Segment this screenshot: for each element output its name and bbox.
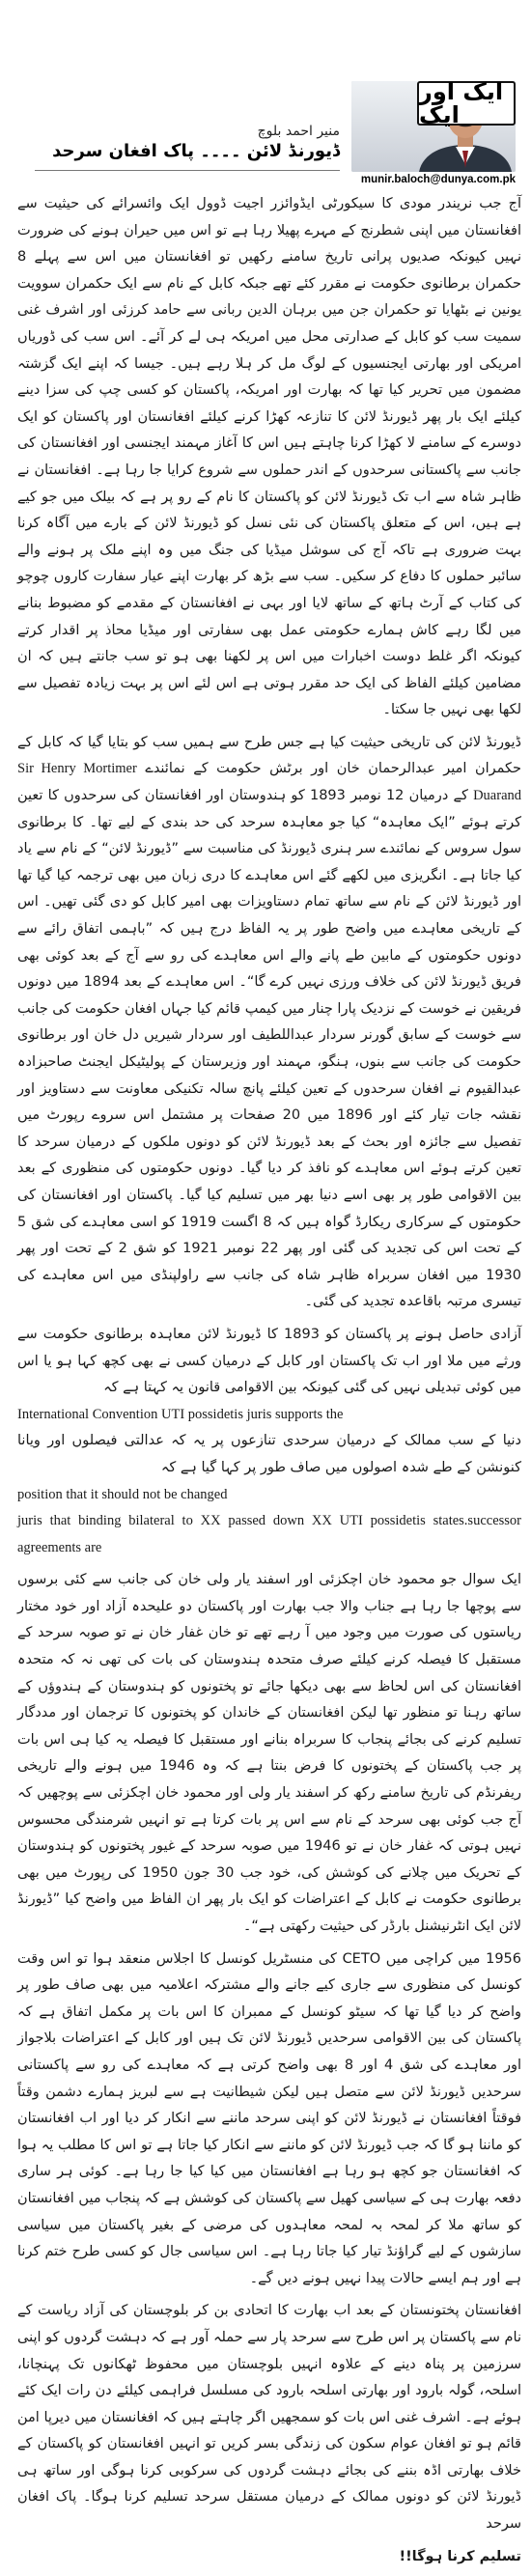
paragraph-3-english-quote-3: juris that binding bilateral to XX passed down XX UTI possidetis states.successor agreements are — [17, 1513, 521, 1555]
paragraph-3-english-quote-2: position that it should not be changed — [17, 1486, 228, 1502]
author-name: منیر احمد بلوچ — [257, 124, 340, 139]
paragraph-2-text-b: کے درمیان 12 نومبر 1893 کو ہندوستان اور افغانستان کی سرحدوں کا تعین کرتے ہوئے ”ایک معاہدہ“ کیا جو معاہدہ سرحد کی حد بندی کے لیے تھا۔ کا برطانوی سول سروس کے نمائندے سر ہنری ڈیورنڈ کی مناسبت سے ”ڈیورنڈ لائن“ کے نام سے یاد کیا جاتا ہے۔ انگریزی میں لکھے گئے اس معاہدے کا دری زبان میں بھی ترجمہ کیا گیا تھا اور ڈیورنڈ لائن کے نام سے ساتھ تمام دستاویزات بھی امیر کابل کو دی گئی تھیں۔ اس کے تاریخی معاہدے میں واضح طور پر یہ الفاظ درج ہیں کہ ”باہمی اتفاق رائے سے دونوں حکومتوں کے مابین طے پانے والے اس معاہدے کی رو سے آج کے بعد کوئی بھی فریق ڈیورنڈ لائن کی خلاف ورزی نہیں کرے گا“۔ اس معاہدے کے بعد 1894 میں دونوں فریقین نے خوست کے نزدیک پارا چنار میں کیمپ قائم کیا جہاں افغان حکومت کی جانب سے خوست کے سابق گورنر سردار عبداللطیف اور سردار شیریں دل خان اور برطانوی حکومت کی جانب سے بنوں، ہنگو، مہمند اور وزیرستان کے پولیٹیکل ایجنٹ صاحبزادہ عبدالقیوم نے افغان سرحدوں کے تعین کیلئے پانچ سالہ تکنیکی معاونت سے دستاویز اور نقشہ جات تیار کئے اور 1896 میں 20 صفحات پر مشتمل اس سروے رپورٹ میں تفصیل سے جائزہ اور بحث کے بعد ڈیورنڈ لائن کو دونوں ملکوں کے درمیان سرحد کا تعین کرتے ہوئے اس معاہدے کو نافذ کر دیا گیا۔ دونوں حکومتوں کی منظوری کے بعد بین الاقوامی طور پر بھی اسے دنیا بھر میں تسلیم کیا گیا۔ پاکستان اور افغانستان کی حکومتوں کے سرکاری ریکارڈ گواہ ہیں کہ 8 اگست 1919 کو اسی معاہدے کی شق 5 کے تحت اس کی تجدید کی گئی اور پھر 22 نومبر 1921 کو شق 2 کے تحت اور پھر 1930 میں افغان سربراہ ظاہر شاہ کی جانب سے راولپنڈی میں اس معاہدے کی تیسری مرتبہ باقاعدہ تجدید کی گئی۔ — [17, 788, 521, 1310]
title-divider — [35, 170, 340, 171]
paragraph-1: آج جب نریندر مودی کا سیکورٹی ایڈوائزر اجیت ڈوول ایک وائسرائے کی حیثیت سے افغانستان میں اپنی شطرنج کے مہرے پھیلا رہا ہے تو اس میں حیران ہونے کی ضرورت نہیں کیونکہ صدیوں پرانی تاریخ سامنے رکھیں تو افغانستان میں اس سے پہلے 8 حکمران برطانوی حکومت نے مقرر کئے تھے جبکہ کابل کے نام سے ایک حکمران سوویت یونین نے بٹھایا تو حکمران جن میں برہان الدین ربانی سے حامد کرزئی اور اشرف غنی سمیت سب کو کابل کے صدارتی محل میں امریکہ ہی لے کر آئے۔ اس سب کی ڈوریاں امریکی اور بھارتی ایجنسیوں کے لوگ مل کر ہلا رہے ہیں۔ جیسا کہ اپنے ایک گزشتہ مضمون میں تحریر کیا تھا کہ بھارت اور امریکہ، پاکستان کو کسی چپ کی سزا دینے کیلئے ایک بار پھر ڈیورنڈ لائن کا تنازعہ کھڑا کرنے کیلئے افغانستان اور پاکستان کو ایک دوسرے کے سامنے لا کھڑا کرنا چاہتے ہیں اس کا آغاز مہمند ایجنسی اور افغانستان کی جانب سے پاکستانی سرحدوں کے اندر حملوں سے شروع کرایا جا رہا ہے۔ افغانستان نے ظاہر شاہ سے اب تک ڈیورنڈ لائن کو پاکستان کا نام کے رو پر ہے کہ بیلک میں جو کیے ہے ہیں، اس کے متعلق پاکستان کی نئی نسل کو ڈیورنڈ لائن کے بارے میں آگاہ کرنا بہت ضروری ہے تاکہ آج کی سوشل میڈیا کی جنگ میں وہ اپنے ملک پر ہونے والے سائبر حملوں کا دفاع کر سکیں۔ سب سے بڑھ کر بھارت اپنے عیار سفارت کاروں چوچو کی کتاب کے آرٹ ہاتھ کے ساتھ لایا اور بہی نے افغانستان کے مقدمے کو مضبوط بنانے میں لگا رہے کاش ہمارے حکومتی عمل بھی سفارتی اور میڈیا محاذ پر اقدار کرتے کیونکہ اگر غلط دوست اخبارات میں اس پر لکھنا بھی ہو تو سب جانتے ہیں کہ ان مضامین کیلئے الفاظ کی ایک حد مقرر ہوتی ہے اس لئے اس پر بہت زیادہ تفصیل سے لکھا بھی نہیں جا سکتا۔ — [17, 196, 521, 718]
paragraph-3 — [17, 1322, 521, 1561]
column-masthead — [17, 0, 523, 183]
paragraph-3-english-quote-1: International Convention UTI possidetis juris supports the — [17, 1406, 344, 1422]
column-logo — [417, 78, 516, 128]
paragraph-3-text: آزادی حاصل ہونے پر پاکستان کو 1893 کا ڈیورنڈ لائن معاہدہ برطانوی حکومت سے ورثے میں ملا اور اب تک پاکستان اور کابل کے درمیان کسی نے بھی کچھ کہا ہو یا اس میں کوئی تبدیلی نہیں کی گئی کیونکہ بین الاقوامی قانون یہ کہتا ہے کہ — [17, 1326, 521, 1396]
closing-line: تسلیم کرنا ہوگا!! — [399, 2548, 521, 2564]
column-logo-text: ایک اور ایک — [419, 78, 504, 128]
paragraph-2 — [17, 730, 521, 1316]
paragraph-6: افغانستان پختونستان کے بعد اب بھارت کا اتحادی بن کر بلوچستان کی آزاد ریاست کے نام سے پاکستان پر اس طرح سے سرحد پار سے حملہ آور ہے کہ دہشت گردوں کو اپنی سرزمین پر پناہ دینے کے علاوہ انہیں بلوچستان میں محفوظ ٹھکانوں تک پہنچانا، اسلحہ، گولہ بارود اور بھارتی اسلحہ بارود کی مسلسل فراہمی کیلئے دن رات ایک کئے ہوئے ہے۔ اشرف غنی اس بات کو سمجھیں اگر چاہتے ہیں کہ افغانستان میں دیرپا امن قائم ہو تو افغان عوام سکون کی زندگی بسر کریں تو انہیں افغانستان کو پاکستان کے خلاف بھارتی اڈہ بننے کی بجائے دہشت گردوں کی سرکوبی کرنا ہوگی اور ساتھ ہی ڈیورنڈ لائن کو دونوں ممالک کے درمیان مستقل سرحد تسلیم کرنا ہوگا۔ پاک افغان سرحد — [17, 2303, 521, 2533]
article-title: ڈیورنڈ لائن ۔۔۔۔ پاک افغان سرحد — [52, 141, 340, 161]
paragraph-4: ایک سوال جو محمود خان اچکزئی اور اسفند یار ولی خان کی جانب سے کئی برسوں سے پوچھا جا رہا ہے جناب والا جب بھارت اور پاکستان دو علیحدہ آزاد اور خود مختار ریاستوں کی صورت میں وجود میں آ رہے تھے تو خان غفار خان نے تو صوبہ سرحد کے مستقبل کا فیصلہ کرنے کیلئے صرف متحدہ ہندوستان کی بات کی تھی نہ کہ متحدہ افغانستان کی اس لحاظ سے بھی دیکھا جائے تو پختونوں کو ہندوستان کے ہندوؤں کے ساتھ رہنا تو منظور تھا لیکن افغانستان کے خاندان کو پختونوں کا ترجمان اور مددگار تسلیم کرنے کی بجائے پنجاب کا سربراہ بنانے اور مستقبل کا فیصلہ یہ کیا ہی اس بات پر جب پاکستان کے پختونوں کا فرض بنتا ہے کہ وہ 1946 میں ہونے والے تاریخی ریفرنڈم کی تاریخ سامنے رکھ کر اسفند یار ولی اور محمود خان اچکزئی سے پوچھیں کہ آج جب کوئی بھی سرحد کے نام سے اس پر بات کرتا ہے تو انہیں شرمندگی محسوس نہیں ہوتی کہ غفار خان نے تو 1946 میں صوبہ سرحد کے غیور پختونوں کو ہندوستان کے تحریک میں چلانے کی کوشش کی، خود جب 30 جون 1950 کی رپورٹ میں بھی برطانوی حکومت نے کابل کے اعتراضات کو ایک بار پھر ان الفاظ میں واضح کیا ”ڈیورنڈ لائن ایک انٹرنیشنل بارڈر کی حیثیت رکھتی ہے“۔ — [17, 1572, 522, 1934]
paragraph-2-text-a: ڈیورنڈ لائن کی تاریخی حیثیت کیا ہے جس طرح سے ہمیں سب کو بتایا گیا کہ کابل کے حکمران امیر عبدالرحمان خان اور برٹش حکومت کے نمائندے — [17, 734, 522, 777]
paragraph-3-text-mid: دنیا کے سب ممالک کے درمیان سرحدی تنازعوں پر یہ کہ عدالتی فیصلوں اور ویانا کنونشن کے طے شدہ اصولوں میں صاف طور پر کہا گیا ہے کہ — [17, 1433, 521, 1475]
author-email: munir.baloch@dunya.com.pk — [360, 174, 516, 185]
article-body — [17, 191, 521, 2576]
paragraph-2-english-name: Sir Henry Mortimer Duarand — [17, 761, 521, 804]
paragraph-5: 1956 میں کراچی میں CETO کی منسٹریل کونسل کا اجلاس منعقد ہوا تو اس وقت کونسل کی منظوری سے جاری کیے جانے والے مشترکہ اعلامیہ میں بھی صاف طور پر واضح کر دیا گیا تھا کہ سیٹو کونسل کے ممبران کا اس بات پر مکمل اتفاق ہے کہ پاکستان کی بین الاقوامی سرحدیں ڈیورنڈ لائن تک ہیں اور کابل کے اعتراضات بلاجواز اور معاہدے کی شق 4 اور 8 بھی واضح کرتی ہے کہ معاہدے کی رو سے پاکستانی سرحدیں ڈیورنڈ لائن سے متصل ہیں لیکن شیطانیت ہے سے لبریز ہمارے دشمن وقتاً فوقتاً افغانستان نے ڈیورنڈ لائن کو اپنی سرحد ماننے سے انکار کر دیا اور اب افغانستان کو ماننا ہو گا کہ جب ڈیورنڈ لائن کو ماننے سے انکار کیا جاتا ہے تو اس کا مطلب یہ ہوا کہ افغانستان جو کچھ ہو رہا ہے افغانستان میں کیا کیا جا رہا ہے۔ کوئی ہر ساری دفعہ بھارت ہی کے سیاسی کھیل سے پاکستان کی کوشش ہے کہ پنجاب میں افغانستان کو ساتھ ملا کر لمحہ بہ لمحہ معاہدوں کی مرضی کے بغیر پاکستان میں سیاسی سازشوں کے لیے گراؤنڈ تیار کیا جاتا رہا ہے۔ اس سیاسی جال کو کسی طرح ختم کرنا ہے اور ہم ایسے حالات پیدا نہیں ہونے دیں گے۔ — [17, 1950, 521, 2286]
